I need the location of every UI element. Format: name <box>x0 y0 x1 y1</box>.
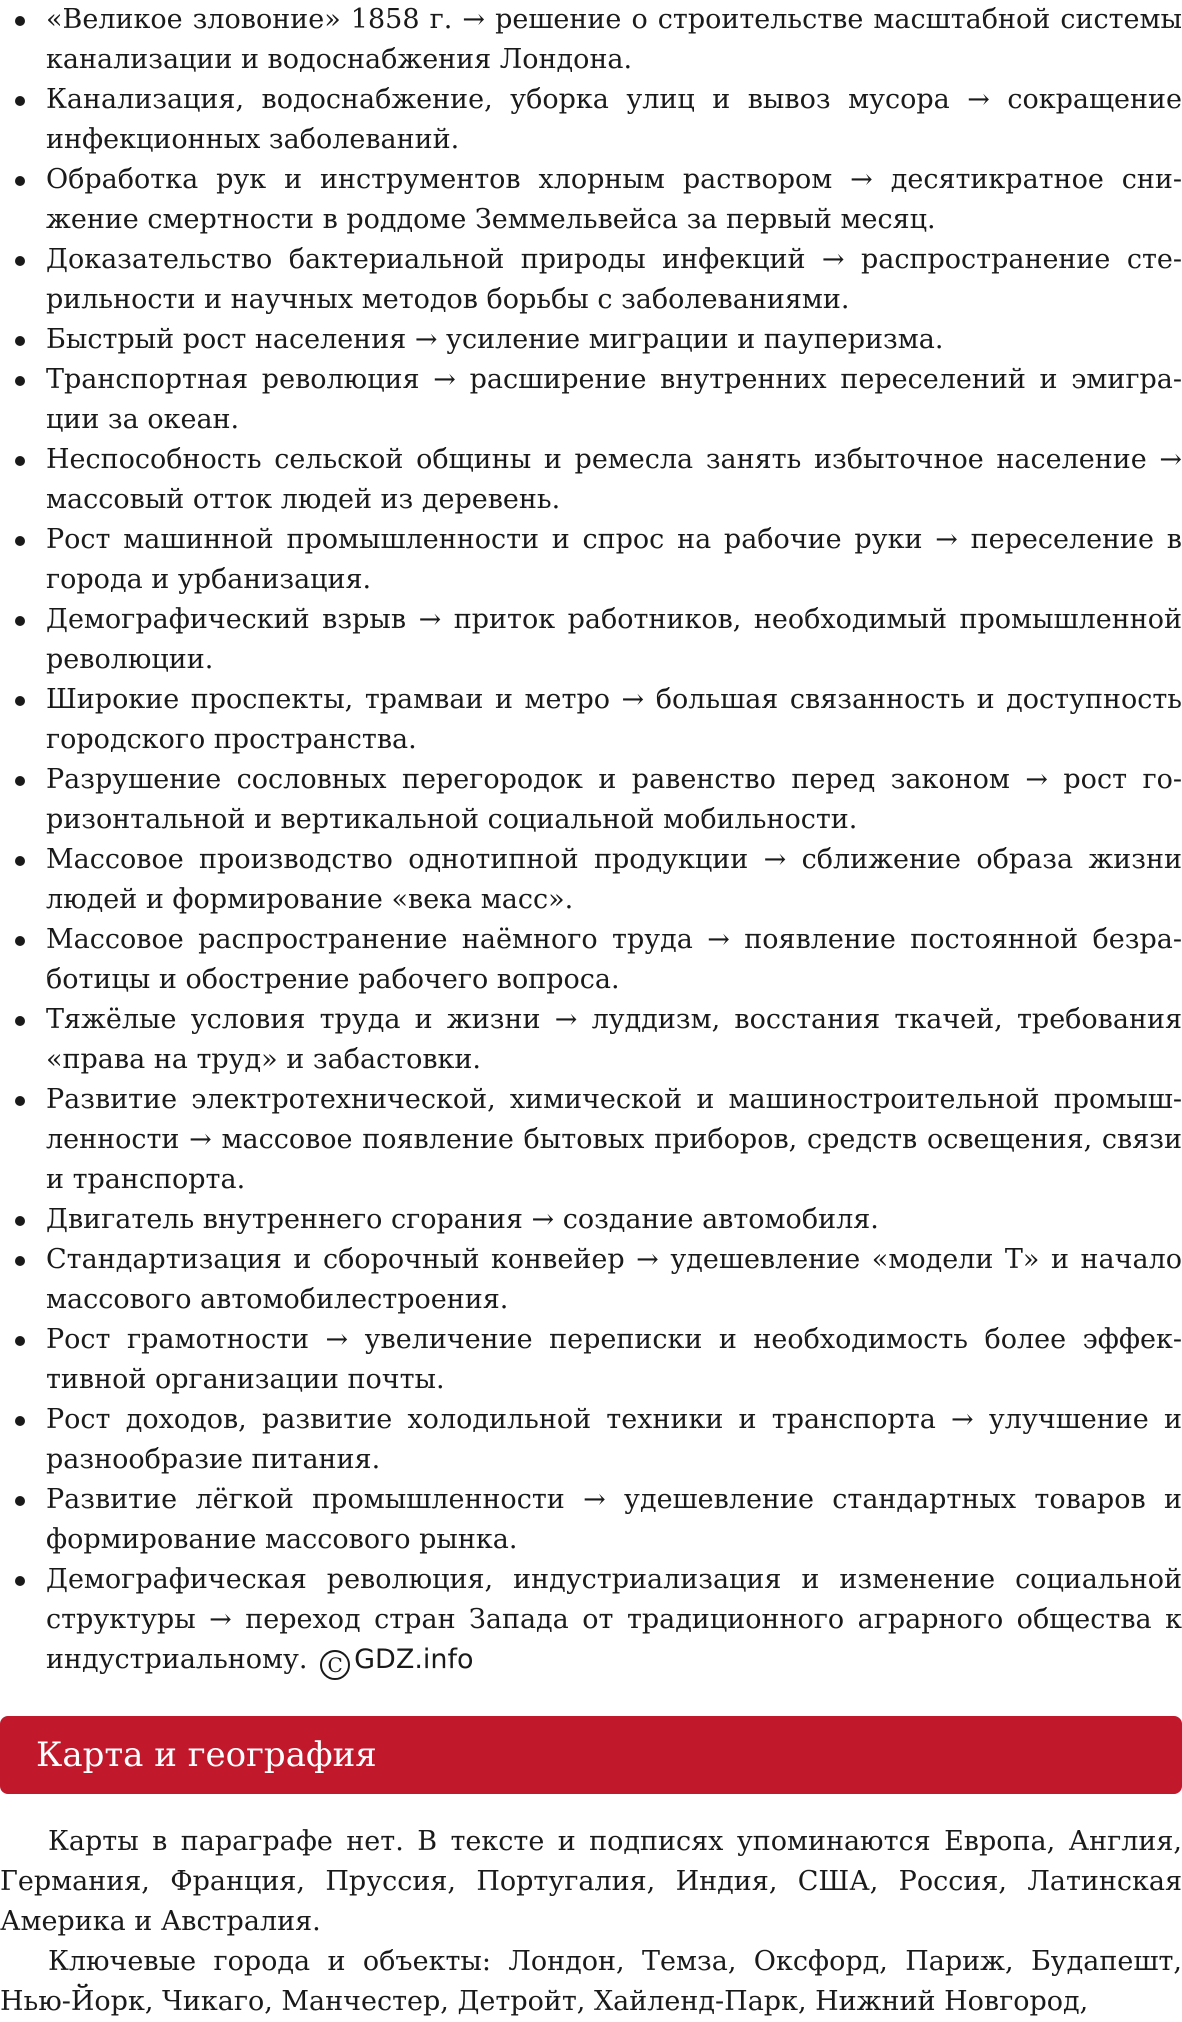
bullet-icon <box>15 1336 25 1346</box>
list-item: Демографический взрыв → приток работников, необходимый промышленной революции. <box>0 600 1182 680</box>
bullet-icon <box>15 456 25 466</box>
copyright-icon: C <box>320 1650 350 1680</box>
list-item: Рост грамотности → увеличение переписки и необходимость более эффективной организации почты. <box>0 1320 1182 1400</box>
list-item: Канализация, водоснабжение, уборка улиц и вывоз мусора → сокращение инфекционных заболеваний. <box>0 80 1182 160</box>
bullet-icon <box>15 696 25 706</box>
paragraph-maps: Карты в параграфе нет. В тексте и подписях упоминаются Европа, Англия, Германия, Франция, Пруссия, Португалия, Индия, США, Россия, Латинская Америка и Австралия. <box>0 1826 1182 1937</box>
bullet-icon <box>15 616 25 626</box>
list-item: Демографическая революция, индустриализация и изменение социальной структуры → переход стран Запада от традиционного аграрного общества к индустриальному. C GDZ.info <box>0 1560 1182 1680</box>
section-header <box>0 1716 1182 1794</box>
list-item: Массовое производство однотипной продукции → сближение образа жизни людей и формирование «века масс». <box>0 840 1182 920</box>
bullet-icon <box>15 536 25 546</box>
list-item: Рост машинной промышленности и спрос на рабочие руки → переселение в города и урбанизация. <box>0 520 1182 600</box>
bullet-icon <box>15 856 25 866</box>
copyright-text: GDZ.info <box>354 1644 474 1675</box>
list-item: Тяжёлые условия труда и жизни → луддизм, восстания ткачей, требования «права на труд» и забастовки. <box>0 1000 1182 1080</box>
bullet-icon <box>15 1576 25 1586</box>
list-item: «Великое зловоние» 1858 г. → решение о строительстве масштабной системы канализации и водоснабжения Лондона. <box>0 0 1182 80</box>
bullet-icon <box>15 1496 25 1506</box>
bullet-icon <box>15 1096 25 1106</box>
bullet-icon <box>15 1416 25 1426</box>
paragraph-cities: Ключевые города и объекты: Лондон, Темза, Оксфорд, Париж, Будапешт, Нью-Йорк, Чикаго, Манчестер, Детройт, Хайленд-Парк, Нижний Новгород, <box>0 1946 1182 2017</box>
list-item: Стандартизация и сборочный конвейер → удешевление «модели Т» и начало массового автомобилестроения. <box>0 1240 1182 1320</box>
bullet-icon <box>15 776 25 786</box>
list-item: Рост доходов, развитие холодильной техники и транспорта → улучшение и разнообразие питания. <box>0 1400 1182 1480</box>
list-item: Быстрый рост населения → усиление миграции и пауперизма. <box>0 320 1182 360</box>
bullet-icon <box>15 376 25 386</box>
bullet-icon <box>15 16 25 26</box>
list-item: Широкие проспекты, трамваи и метро → большая связанность и доступность городского пространства. <box>0 680 1182 760</box>
bullet-icon <box>15 1256 25 1266</box>
bullet-icon <box>15 1016 25 1026</box>
list-item: Доказательство бактериальной природы инфекций → распространение стерильности и научных методов борьбы с заболеваниями. <box>0 240 1182 320</box>
list-item: Разрушение сословных перегородок и равенство перед законом → рост горизонтальной и вертикальной социальной мобильности. <box>0 760 1182 840</box>
bullet-icon <box>15 1216 25 1226</box>
list-item: Неспособность сельской общины и ремесла занять избыточное население → массовый отток людей из деревень. <box>0 440 1182 520</box>
list-item: Транспортная революция → расширение внутренних переселений и эмиграции за океан. <box>0 360 1182 440</box>
section-title: Карта и география <box>36 1735 377 1775</box>
bullet-icon <box>15 176 25 186</box>
bullet-icon <box>15 96 25 106</box>
list-item: Обработка рук и инструментов хлорным раствором → десятикратное снижение смертности в роддоме Земмельвейса за первый месяц. <box>0 160 1182 240</box>
list-item: Развитие электротехнической, химической и машиностроительной промышленности → массовое появление бытовых приборов, средств освещения, связи и транспорта. <box>0 1080 1182 1200</box>
list-item: Массовое распространение наёмного труда → появление постоянной безработицы и обострение рабочего вопроса. <box>0 920 1182 1000</box>
bullet-icon <box>15 256 25 266</box>
bullet-icon <box>15 936 25 946</box>
list-item: Развитие лёгкой промышленности → удешевление стандартных товаров и формирование массового рынка. <box>0 1480 1182 1560</box>
list-item: Двигатель внутреннего сгорания → создание автомобиля. <box>0 1200 1182 1240</box>
bullet-icon <box>15 336 25 346</box>
